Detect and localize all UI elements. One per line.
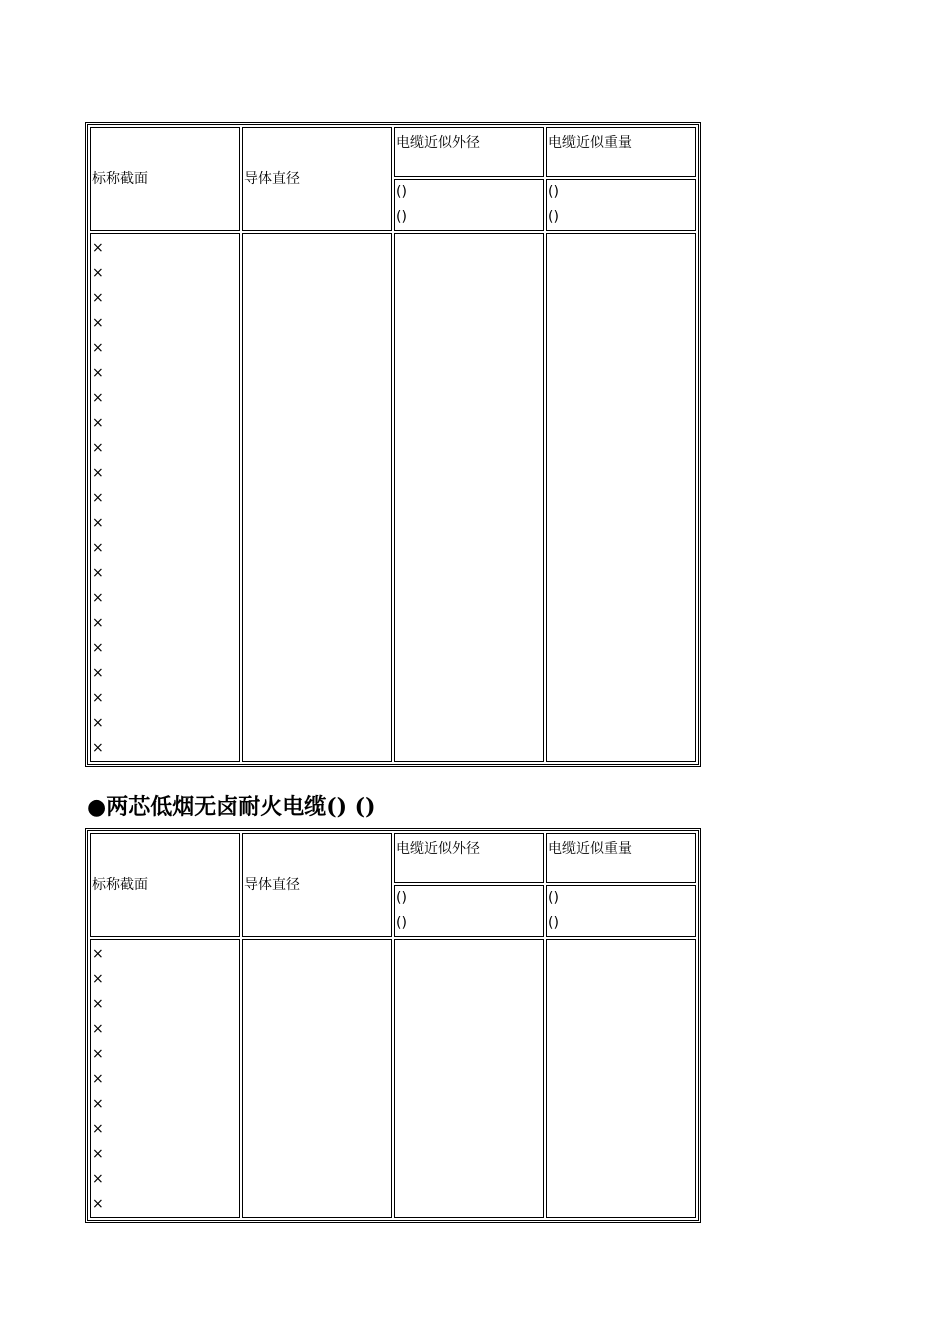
table-row: × [92,1171,104,1187]
unit-line: () [396,890,407,906]
unit-line: () [396,915,407,931]
table-row: × [92,290,104,306]
outer-diameter-values [394,939,544,1218]
cable-spec-table-1 [87,124,699,765]
table-row: × [92,1046,104,1062]
table-row: × [92,565,104,581]
table-row: × [92,440,104,456]
table-row: × [92,1146,104,1162]
table-row: × [92,1121,104,1137]
nominal-section-values [90,233,240,762]
table-row: × [92,415,104,431]
table-row: × [92,465,104,481]
unit-outer-diameter [394,179,544,231]
weight-values [546,939,696,1218]
table-row: × [92,515,104,531]
conductor-diameter-values [242,939,392,1218]
nominal-section-values [90,939,240,1218]
table-row: × [92,265,104,281]
table-row: × [92,365,104,381]
cable-spec-table-2 [87,830,699,1221]
table-row: × [92,1196,104,1212]
table-row: × [92,946,104,962]
unit-line: () [548,915,559,931]
header-outer-diameter: 电缆近似外径 [394,127,544,177]
table-row: × [92,315,104,331]
table-row: × [92,490,104,506]
table-row: × [92,390,104,406]
table-row: × [92,971,104,987]
conductor-diameter-values [242,233,392,762]
table-row: × [92,540,104,556]
header-conductor-diameter: 导体直径 [242,127,392,231]
header-conductor-diameter: 导体直径 [242,833,392,937]
section-heading-two-core: ●两芯低烟无卤耐火电缆() () [87,794,376,820]
table-row: × [92,1021,104,1037]
outer-diameter-values [394,233,544,762]
table-row: × [92,615,104,631]
table-row: × [92,665,104,681]
unit-line: () [396,209,407,225]
header-weight: 电缆近似重量 [546,833,696,883]
header-nominal-section: 标称截面 [90,833,240,937]
unit-line: () [396,184,407,200]
weight-values [546,233,696,762]
table-row: × [92,740,104,756]
unit-line: () [548,184,559,200]
table-row: × [92,715,104,731]
table-row: × [92,690,104,706]
table-row: × [92,640,104,656]
table-row: × [92,1071,104,1087]
unit-weight [546,885,696,937]
header-outer-diameter: 电缆近似外径 [394,833,544,883]
header-weight: 电缆近似重量 [546,127,696,177]
unit-line: () [548,890,559,906]
header-nominal-section: 标称截面 [90,127,240,231]
table-row: × [92,1096,104,1112]
table-row: × [92,590,104,606]
table-row: × [92,340,104,356]
unit-line: () [548,209,559,225]
unit-weight [546,179,696,231]
table-row: × [92,240,104,256]
table-row: × [92,996,104,1012]
unit-outer-diameter [394,885,544,937]
